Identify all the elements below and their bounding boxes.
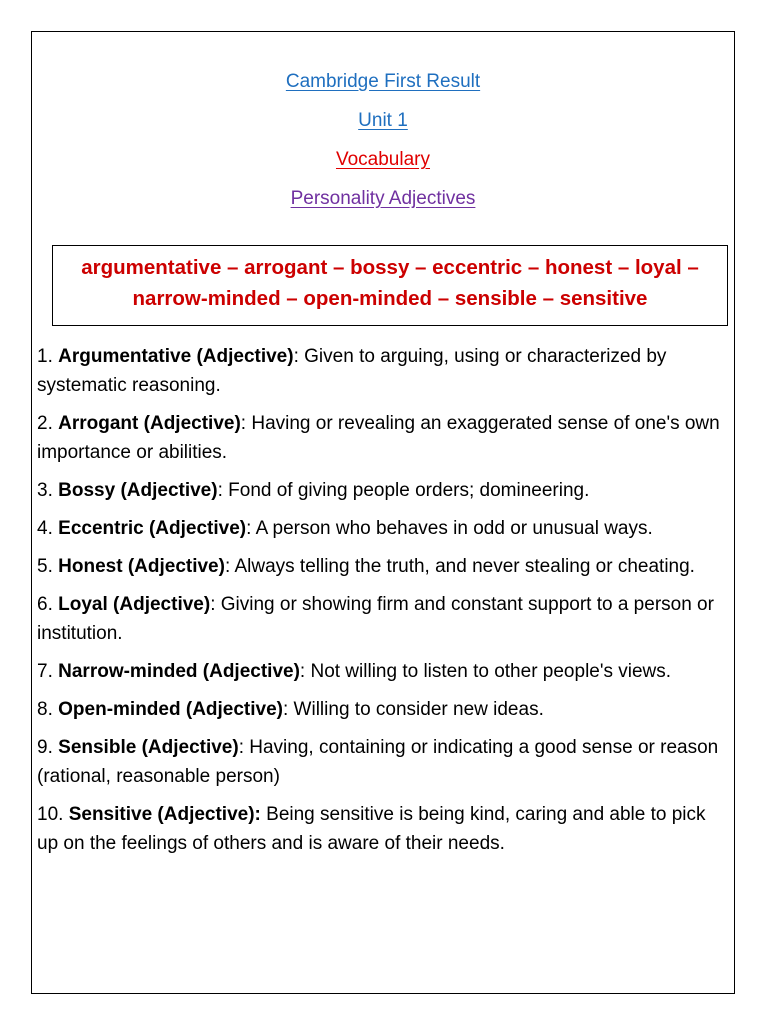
definition-term: Narrow-minded (Adjective)	[58, 661, 300, 682]
topic-heading: Personality Adjectives	[290, 188, 476, 209]
definition-number: 3.	[37, 480, 53, 501]
definition-term: Loyal (Adjective)	[58, 594, 211, 615]
definition-number: 8.	[37, 699, 53, 720]
definition-separator: :	[246, 518, 252, 539]
definition-text: Always telling the truth, and never stealing or cheating.	[230, 556, 695, 577]
definition-separator: :	[293, 346, 299, 367]
unit-heading: Unit 1	[358, 110, 408, 131]
definition-item	[37, 657, 727, 686]
definition-text: Not willing to listen to other people's views.	[305, 661, 672, 682]
definition-text: Having, containing or indicating a good sense or reason (rational, reasonable person)	[37, 737, 719, 787]
definition-text: Having or revealing an exaggerated sense of one's own importance or abilities.	[37, 413, 720, 463]
definition-number: 1.	[37, 346, 53, 367]
definition-separator: :	[217, 480, 223, 501]
definition-term: Argumentative (Adjective)	[58, 346, 294, 367]
definition-term: Eccentric (Adjective)	[58, 518, 247, 539]
definition-separator: :	[283, 699, 289, 720]
definition-separator: :	[238, 737, 244, 758]
definition-term: Sensitive (Adjective):	[68, 804, 261, 825]
definition-number: 10.	[37, 804, 64, 825]
definition-separator: :	[224, 556, 231, 577]
document-header	[31, 70, 735, 226]
definition-number: 6.	[37, 594, 53, 615]
definition-item	[37, 409, 727, 467]
word-list-box: argumentative – arrogant – bossy – eccentric – honest – loyal – narrow-minded – open-minded – sensible – sensitive	[52, 245, 728, 326]
definition-separator: :	[299, 661, 306, 682]
definition-text: Willing to consider new ideas.	[288, 699, 544, 720]
definition-separator: :	[210, 594, 216, 615]
definition-text: Given to arguing, using or characterized by systematic reasoning.	[37, 346, 667, 396]
definition-item	[37, 800, 727, 858]
definition-item	[37, 552, 727, 581]
definition-term: Bossy (Adjective)	[58, 480, 218, 501]
definition-number: 9.	[37, 737, 53, 758]
definition-item	[37, 590, 727, 648]
definition-item	[37, 476, 727, 505]
definition-term: Honest (Adjective)	[58, 556, 225, 577]
definitions-list	[37, 342, 727, 867]
definition-text: Giving or showing firm and constant support to a person or institution.	[37, 594, 714, 644]
document-title: Cambridge First Result	[285, 71, 481, 92]
definition-text: Being sensitive is being kind, caring and able to pick up on the feelings of others and is aware of their needs.	[37, 804, 706, 854]
definition-number: 7.	[37, 661, 53, 682]
definition-term: Arrogant (Adjective)	[58, 413, 241, 434]
definition-number: 4.	[37, 518, 53, 539]
definition-separator: :	[240, 413, 247, 434]
definition-item	[37, 342, 727, 400]
definition-term: Open-minded (Adjective)	[58, 699, 283, 720]
section-heading: Vocabulary	[335, 149, 430, 170]
definition-term: Sensible (Adjective)	[58, 737, 239, 758]
definition-item	[37, 695, 727, 724]
definition-item	[37, 514, 727, 543]
definition-text: Fond of giving people orders; domineering.	[222, 480, 590, 501]
definition-text: A person who behaves in odd or unusual ways.	[251, 518, 653, 539]
definition-item	[37, 733, 727, 791]
definition-number: 2.	[37, 413, 53, 434]
definition-number: 5.	[37, 556, 53, 577]
